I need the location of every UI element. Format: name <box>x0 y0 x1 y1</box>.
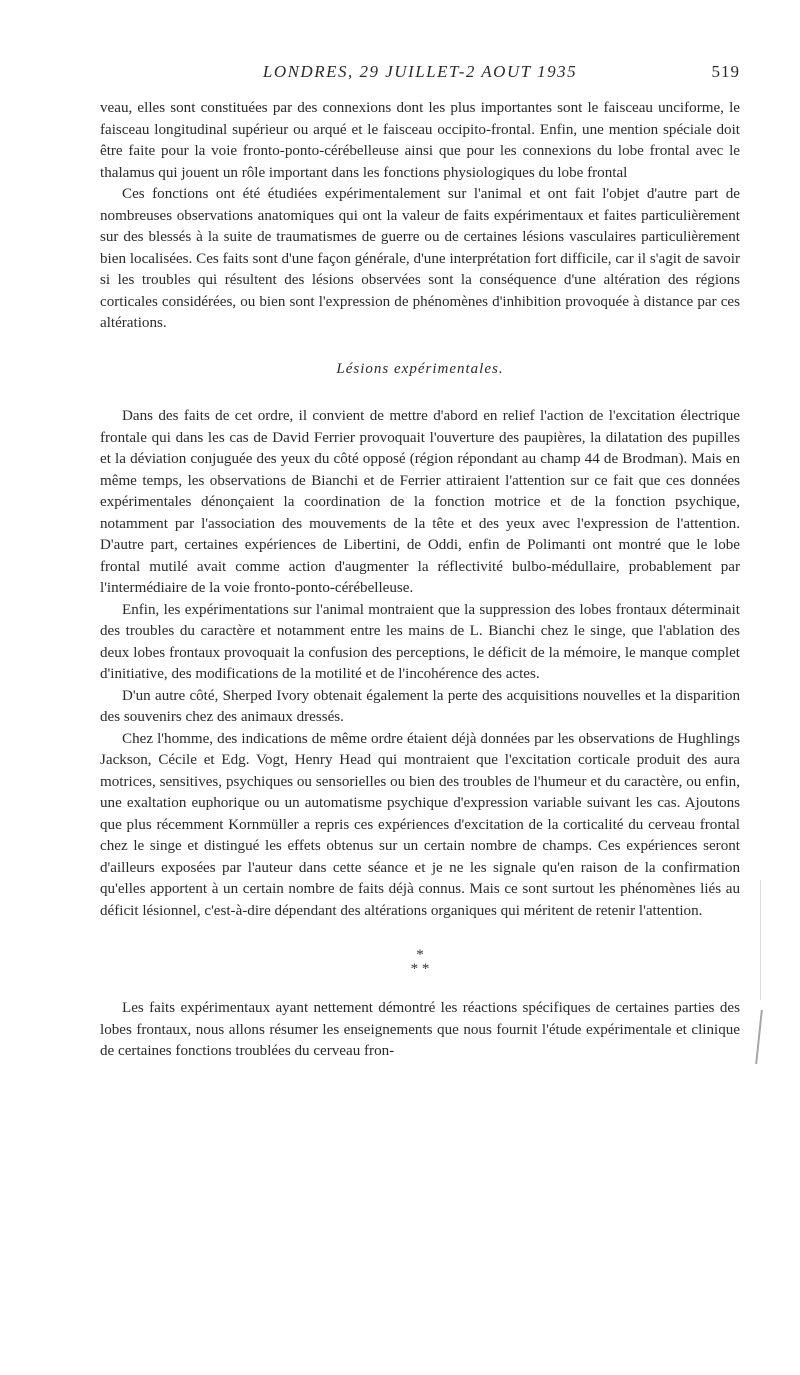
paragraph: veau, elles sont constituées par des connexions dont les plus importantes sont le faisceau unciforme, le faisceau longitudinal supérieur ou arqué et le faisceau occipito-frontal. Enfin, une mention spéciale doit être faite pour la voie fronto-ponto-cérébelleuse ainsi que pour les connexions du lobe frontal avec le thalamus qui jouent un rôle important dans les fonctions physiologiques du lobe frontal <box>100 100 740 181</box>
section-separator <box>100 948 740 976</box>
section-heading: Lésions expérimentales. <box>336 360 504 377</box>
running-title: LONDRES, 29 JUILLET-2 AOUT 1935 <box>262 62 578 81</box>
running-head <box>100 62 740 86</box>
separator-asterisks-bottom: * * <box>410 961 430 977</box>
paragraph: Ces fonctions ont été étudiées expérimentalement sur l'animal et ont fait l'objet d'autre part de nombreuses observations anatomiques qui ont la valeur de faits expérimentaux et faites particulièrement sur des blessés à la suite de traumatismes de guerre ou de certaines lésions vasculaires particulièrement bien localisées. Ces faits sont d'une façon générale, d'une interprétation fort difficile, car il s'agit de savoir si les troubles qui résultent des lésions observées sont la conséquence d'une altération des régions corticales considérées, ou bien sont l'expression de phénomènes d'inhibition provoquée à distance par ces altérations. <box>100 186 740 331</box>
paragraph: Chez l'homme, des indications de même ordre étaient déjà données par les observations de Hughlings Jackson, Cécile et Edg. Vogt, Henry Head qui montraient que l'excitation corticale produit des aura motrices, sensitives, psychiques ou sensorielles ou bien des troubles de l'humeur et du caractère, ou enfin, une exaltation euphorique ou un automatisme psychique d'expression variable suivant les cas. Ajoutons que plus récemment Kornmüller a repris ces expériences d'excitation de la corticalité du cerveau frontal chez le singe et distingué les effets obtenus sur un certain nombre de champs. Ces expériences seront d'ailleurs exposées par l'auteur dans cette séance et je ne les signale qu'en raison de la confirmation qu'elles apportent à un certain nombre de faits déjà connus. Mais ce sont surtout les phénomènes liés au déficit lésionnel, c'est-à-dire dépendant des altérations organiques qui méritent de retenir l'attention. <box>100 730 740 919</box>
paragraph: Les faits expérimentaux ayant nettement démontré les réactions spécifiques de certaines parties des lobes frontaux, nous allons résumer les enseignements que nous fournit l'étude expérimentale et clinique de certaines fonctions troublées du cerveau fron- <box>100 1000 740 1059</box>
separator-asterisk-top: * <box>416 947 424 963</box>
paragraph: Dans des faits de cet ordre, il convient de mettre d'abord en relief l'action de l'excitation électrique frontale qui dans les cas de David Ferrier provoquait l'ouverture des paupières, la dilatation des pupilles et la déviation conjuguée des yeux du côté opposé (région répondant au champ 44 de Brodman). Mais en même temps, les observations de Bianchi et de Ferrier attiraient l'attention sur ce fait que ces données expérimentales dénonçaient la coordination de la fonction motrice et de la fonction psychique, notamment par l'association des mouvements de la tête et des yeux avec l'expression de l'attention. D'autre part, certaines expériences de Libertini, de Oddi, enfin de Polimanti ont montré que le lobe frontal mutilé avait comme action d'augmenter la réflectivité bulbo-médullaire, probablement par l'intermédiaire de la voie fronto-ponto-cérébelleuse. <box>100 408 740 596</box>
margin-line <box>760 880 761 1000</box>
paragraph: Enfin, les expérimentations sur l'animal montraient que la suppression des lobes frontaux déterminait des troubles du caractère et notamment entre les mains de L. Bianchi chez le singe, que l'ablation des deux lobes frontaux provoquait la confusion des perceptions, le déficit de la mémoire, le manque complet d'initiative, des modifications de la motilité et de l'incohérence des actes. <box>100 601 740 682</box>
margin-pencil-mark <box>755 1010 763 1064</box>
page-number: 519 <box>711 62 740 81</box>
paragraph: D'un autre côté, Sherped Ivory obtenait également la perte des acquisitions nouvelles et la disparition des souvenirs chez des animaux dressés. <box>100 687 740 725</box>
body-text <box>100 98 740 1063</box>
